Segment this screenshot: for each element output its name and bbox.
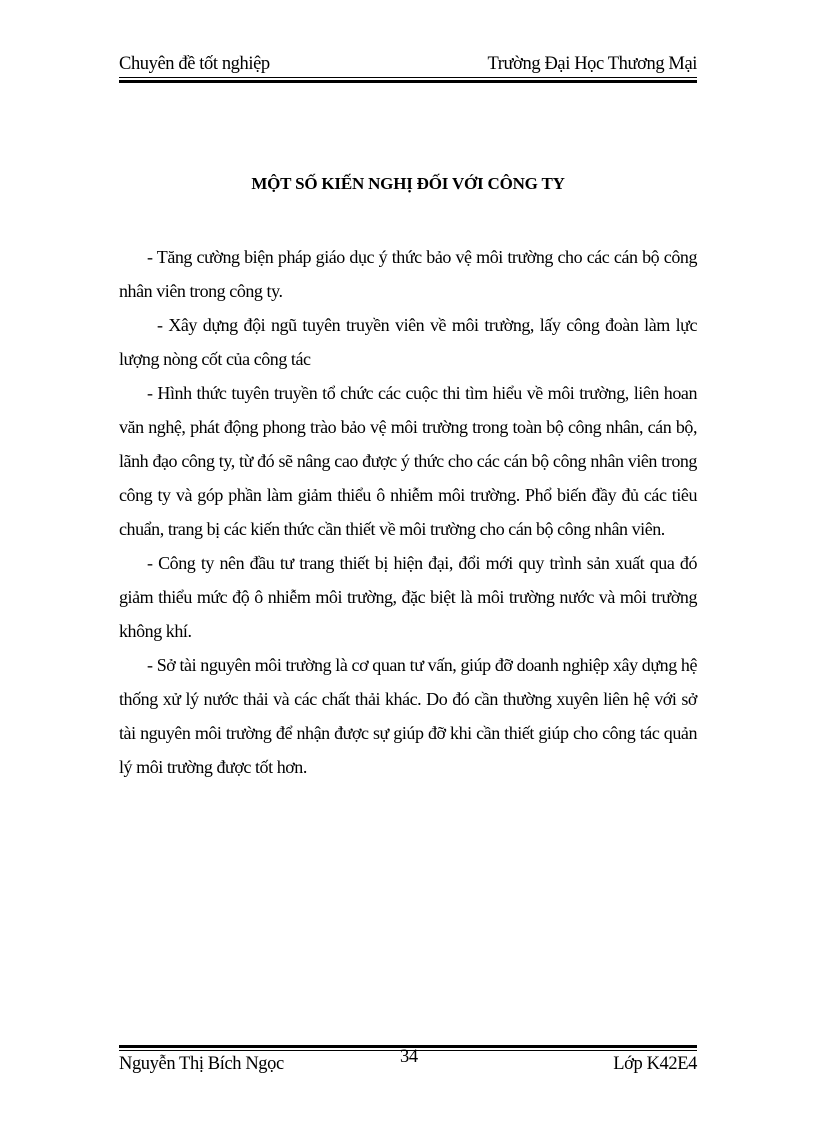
header-rule-thin — [119, 77, 697, 78]
paragraph-1: - Tăng cường biện pháp giáo dục ý thức bảo vệ môi trường cho các cán bộ công nhân viên trong công ty. — [119, 247, 697, 301]
body-text — [119, 240, 697, 784]
paragraph-3: - Hình thức tuyên truyền tổ chức các cuộc thi tìm hiểu về môi trường, liên hoan văn nghệ, phát động phong trào bảo vệ môi trường trong toàn bộ công nhân, cán bộ, lãnh đạo công ty, từ đó sẽ nâng cao được ý thức cho các cán bộ công nhân viên trong công ty và góp phần làm giảm thiểu ô nhiễm môi trường. Phổ biến đầy đủ các tiêu chuẩn, trang bị các kiến thức cần thiết về môi trường cho cán bộ công nhân viên. — [119, 383, 697, 539]
page-header — [119, 50, 697, 78]
paragraph-5: - Sở tài nguyên môi trường là cơ quan tư vấn, giúp đỡ doanh nghiệp xây dựng hệ thống xử lý nước thải và các chất thải khác. Do đó cần thường xuyên liên hệ với sở tài nguyên môi trường để nhận được sự giúp đỡ khi cần thiết giúp cho công tác quản lý môi trường được tốt hơn. — [119, 655, 697, 777]
header-rule-thick — [119, 80, 697, 83]
page-footer — [119, 1047, 697, 1078]
section-title: MỘT SỐ KIẾN NGHỊ ĐỐI VỚI CÔNG TY — [251, 174, 565, 193]
header-university: Trường Đại Học Thương Mại — [487, 54, 697, 74]
paragraph-2: - Xây dựng đội ngũ tuyên truyền viên về môi trường, lấy công đoàn làm lực lượng nòng cốt của công tác — [119, 315, 697, 369]
paragraph-4: - Công ty nên đầu tư trang thiết bị hiện đại, đổi mới quy trình sản xuất qua đó giảm thiểu mức độ ô nhiễm môi trường, đặc biệt là môi trường nước và môi trường không khí. — [119, 553, 697, 641]
page-number: 34 — [400, 1047, 418, 1067]
footer-class: Lớp K42E4 — [613, 1054, 697, 1074]
header-document-type: Chuyên đề tốt nghiệp — [119, 54, 270, 74]
footer-author: Nguyễn Thị Bích Ngọc — [119, 1054, 284, 1074]
